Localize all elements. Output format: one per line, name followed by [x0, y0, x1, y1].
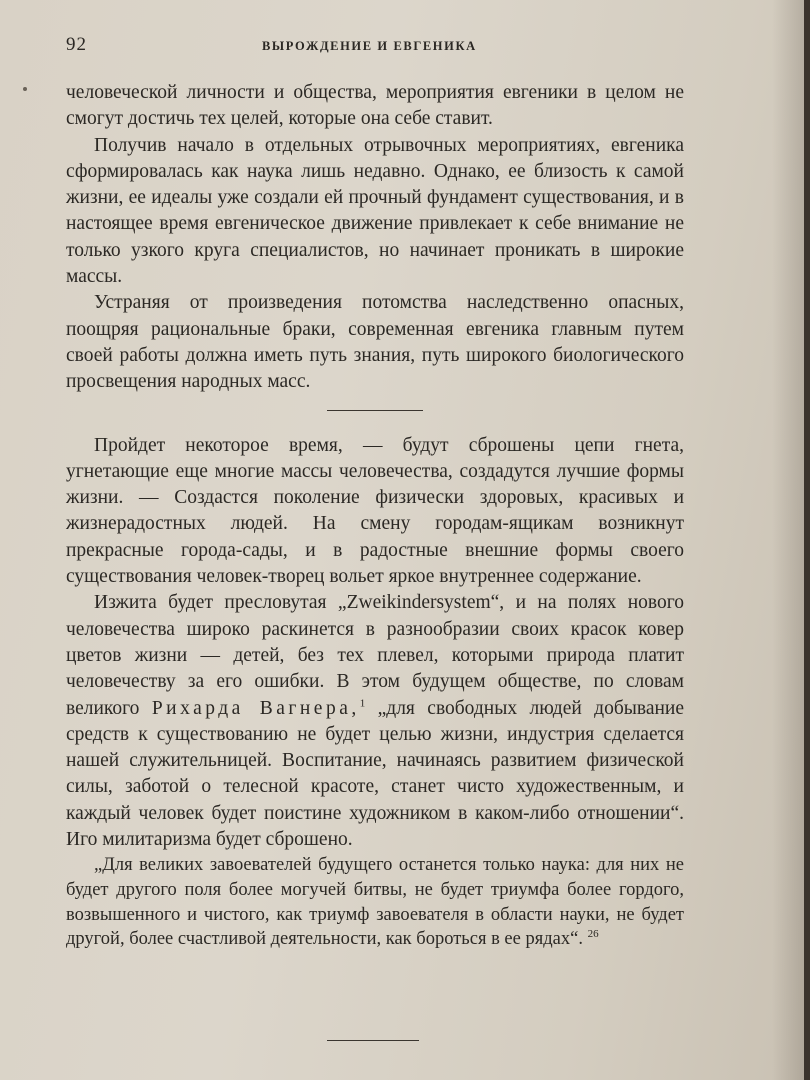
paragraph-3: Устраняя от произведения потомства наследственно опасных, поощряя рациональные браки, современная евгеника главным путем своей работы должна иметь путь знания, путь широкого биологического просвещения народных масс.	[66, 292, 684, 393]
footnote-mark-26: 26	[587, 927, 599, 940]
margin-mark	[23, 87, 27, 91]
paragraph-1: человеческой личности и общества, мероприятия евгеники в целом не смогут достичь тех целей, которые она себе ставит.	[66, 82, 684, 130]
page-number: 92	[66, 34, 87, 55]
paragraph-2: Получив начало в отдельных отрывочных мероприятиях, евгеника сформировалась как наука лишь недавно. Однако, ее близость к самой жизни, ее идеалы уже создали ей прочный фундамент существования, и в настоящее время евгеническое движение привлекает к себе внимание не только узкого круга специалистов, но начинает проникать в широкие массы.	[66, 134, 684, 288]
paragraph-5-start: Изжита будет пресловутая „Zweikindersystem“, и на полях нового человечества широко раскинется в разнообразии своих красок ковер цветов жизни — детей, без тех плевел, которыми природа платит человечеству за его ошибки. В этом будущем обществе, по словам великого	[66, 592, 684, 719]
paragraph-5-end: „для свободных людей добывание средств к существованию не будет целью жизни, индустрия сделается нашей служительницей. Воспитание, начинаясь развитием физической силы, заботой о телесной красоте, станет чисто художественным, и каждый человек будет поистине художником в каком-либо отношении“. Иго милитаризма будет сброшено.	[66, 697, 685, 851]
page-header	[66, 34, 686, 60]
running-head: ВЫРОЖДЕНИЕ И ЕВГЕНИКА	[262, 39, 477, 53]
paragraph-4: Пройдет некоторое время, — будут сброшены цепи гнета, угнетающие еще многие массы человечества, создадутся лучшие формы жизни. — Создастся поколение физически здоровых, красивых и жизнерадостных людей. На смену городам-ящикам возникнут прекрасные города-сады, и в радостные внешние формы своего существования человек-творец вольет яркое внутреннее содержание.	[66, 434, 684, 588]
paragraph-5	[66, 590, 684, 853]
section-spacer	[66, 411, 684, 433]
quote-paragraph	[66, 853, 684, 951]
author-name: Рихарда Вагнера,	[151, 697, 360, 719]
footnote-mark-1: 1	[359, 697, 366, 710]
page-edge	[804, 0, 810, 1080]
quote-text: „Для великих завоевателей будущего останется только наука: для них не будет другого поля более могучей битвы, не будет триумфа более гордого, возвышенного и чистого, как триумф завоевателя в области науки, не будет другой, более счастливой деятельности, как бороться в ее рядах“.	[66, 855, 684, 950]
page-body	[66, 80, 684, 952]
bottom-divider	[327, 1040, 419, 1041]
